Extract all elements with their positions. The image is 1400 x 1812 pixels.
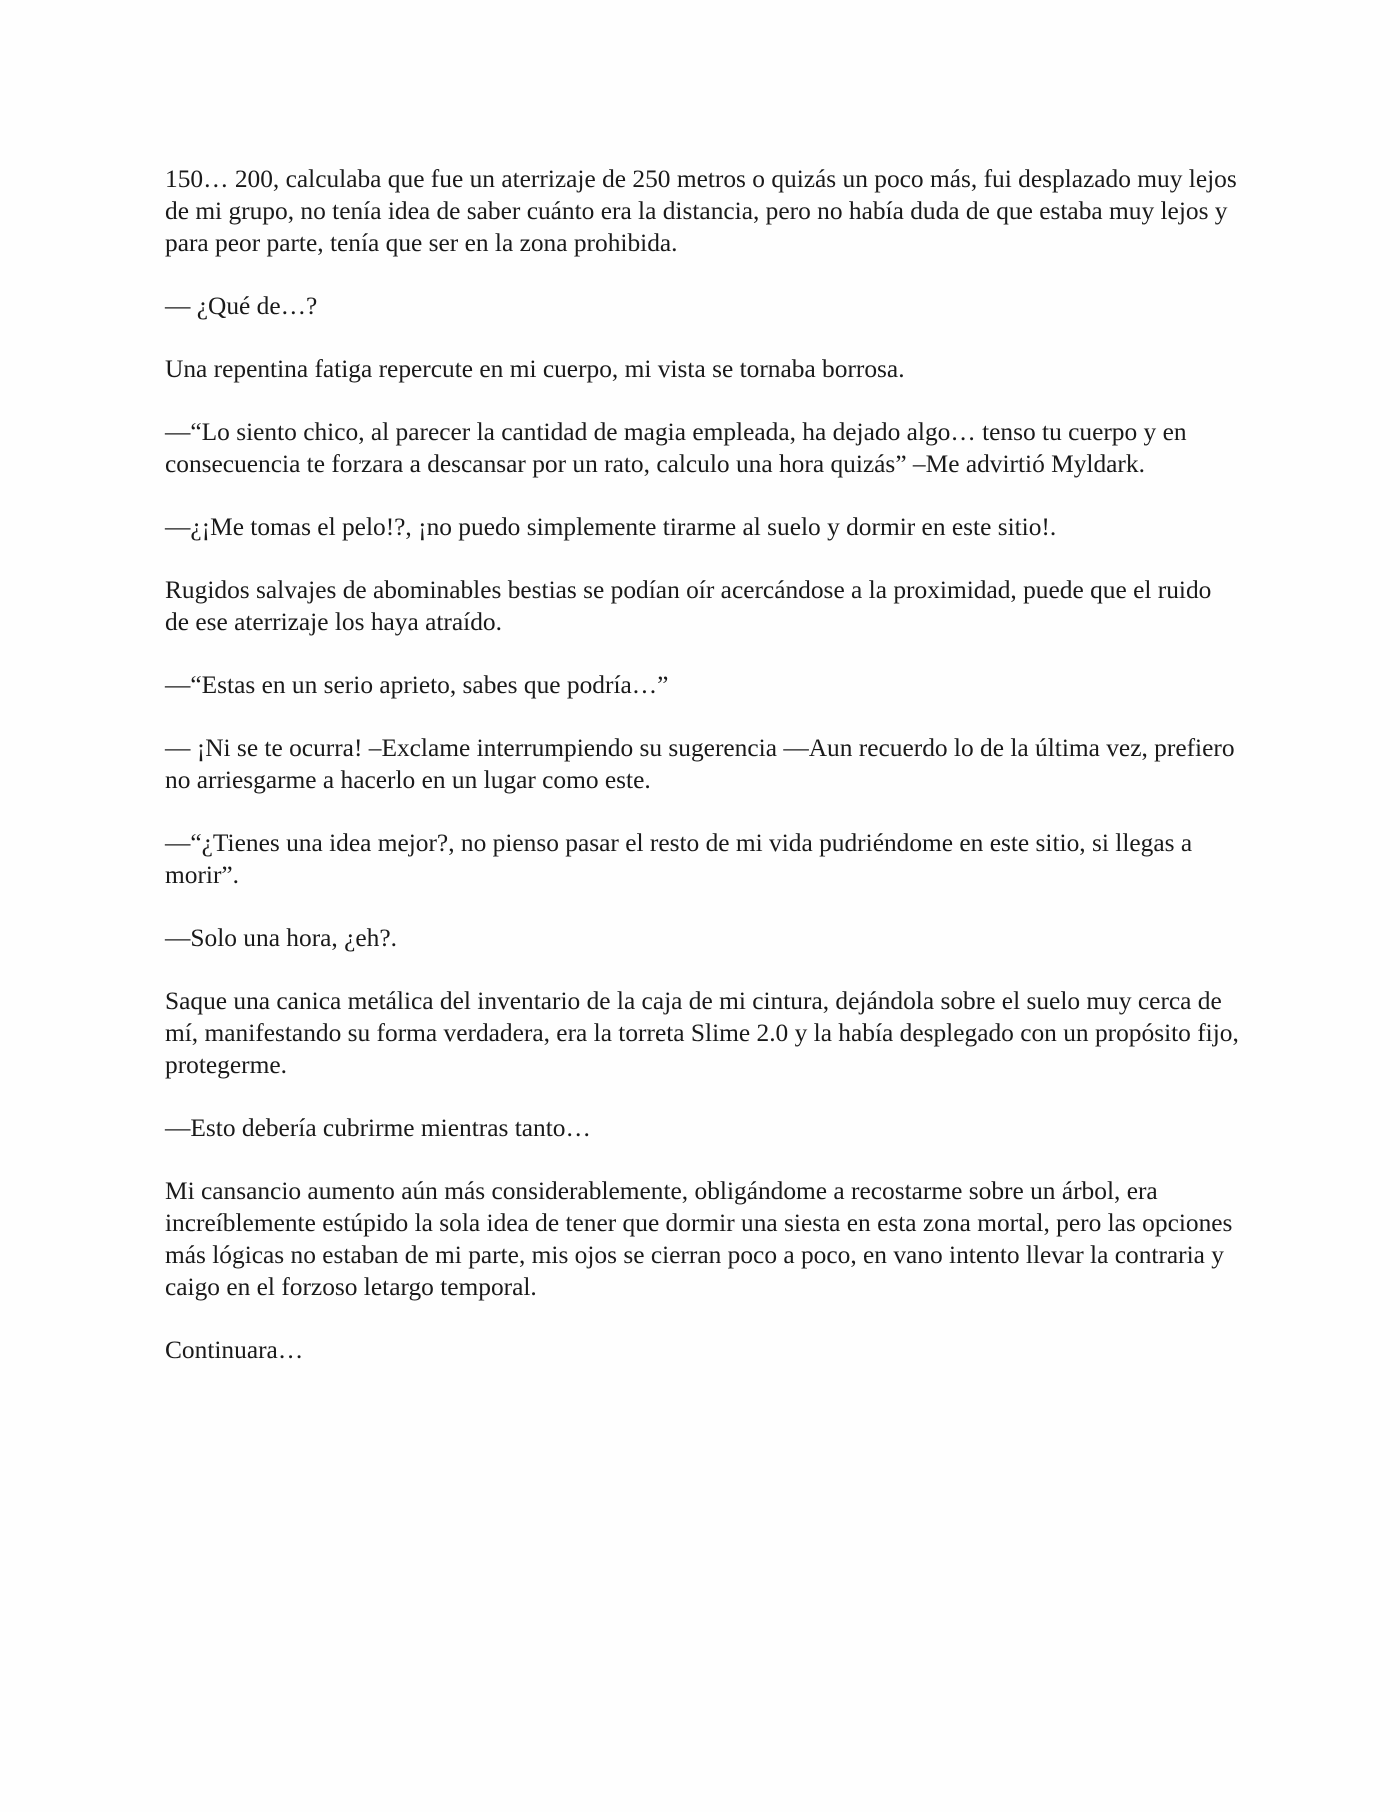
paragraph-landing-distance: 150… 200, calculaba que fue un aterrizaje de 250 metros o quizás un poco más, fui desplazado muy lejos de mi grupo, no tenía idea de saber cuánto era la distancia, pero no había duda de que estaba muy lejos y para peor parte, tenía que ser en la zona prohibida. — [165, 165, 1237, 257]
paragraph-falling-asleep: Mi cansancio aumento aún más considerablemente, obligándome a recostarme sobre un árbol, era increíblemente estúpido la sola idea de tener que dormir una siesta en esta zona mortal, pero las opciones más lógicas no estaban de mi parte, mis ojos se cierran poco a poco, en vano intento llevar la contraria y caigo en el forzoso letargo temporal. — [165, 1177, 1233, 1301]
paragraph-serious-trouble: —“Estas en un serio aprieto, sabes que podría…” — [165, 671, 669, 699]
paragraph-better-idea: —“¿Tienes una idea mejor?, no pienso pasar el resto de mi vida pudriéndome en este sitio, si llegas a morir”. — [165, 829, 1193, 889]
paragraph-just-an-hour: —Solo una hora, ¿eh?. — [165, 924, 397, 952]
paragraph-are-you-kidding: —¿¡Me tomas el pelo!?, ¡no puedo simplemente tirarme al suelo y dormir en este sitio!. — [165, 513, 1057, 541]
paragraph-what-the: — ¿Qué de…? — [165, 292, 318, 320]
paragraph-myldark-warning: —“Lo siento chico, al parecer la cantidad de magia empleada, ha dejado algo… tenso tu cuerpo y en consecuencia te forzara a descansar por un rato, calculo una hora quizás” –Me advirtió Myldark. — [165, 418, 1187, 478]
document-body — [165, 163, 1240, 1397]
paragraph-to-be-continued: Continuara… — [165, 1336, 304, 1364]
paragraph-slime-turret: Saque una canica metálica del inventario de la caja de mi cintura, dejándola sobre el suelo muy cerca de mí, manifestando su forma verdadera, era la torreta Slime 2.0 y la había desplegado con un propósito fijo, protegerme. — [165, 987, 1239, 1079]
paragraph-dont-even-think: — ¡Ni se te ocurra! –Exclame interrumpiendo su sugerencia —Aun recuerdo lo de la última vez, prefiero no arriesgarme a hacerlo en un lugar como este. — [165, 734, 1235, 794]
paragraph-sudden-fatigue: Una repentina fatiga repercute en mi cuerpo, mi vista se tornaba borrosa. — [165, 355, 905, 383]
paragraph-beast-roars: Rugidos salvajes de abominables bestias se podían oír acercándose a la proximidad, puede que el ruido de ese aterrizaje los haya atraído. — [165, 576, 1212, 636]
paragraph-cover-me: —Esto debería cubrirme mientras tanto… — [165, 1114, 591, 1142]
